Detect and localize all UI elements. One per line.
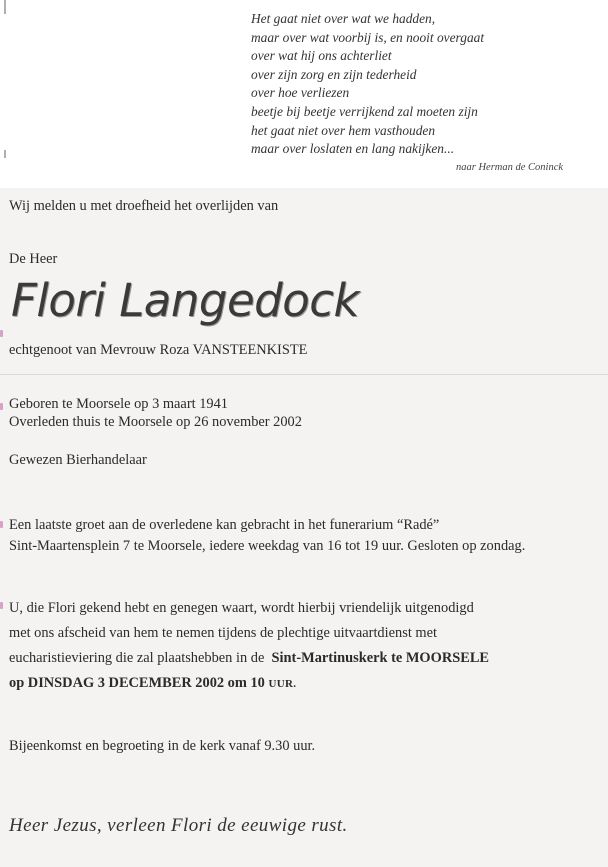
- invitation-line-2: met ons afscheid van hem te nemen tijdens de plechtige uitvaartdienst met: [9, 625, 437, 641]
- spouse-line: echtgenoot van Mevrouw Roza VANSTEENKISTE: [9, 342, 308, 358]
- poem-line: over hoe verliezen: [251, 85, 350, 101]
- profession-line: Gewezen Bierhandelaar: [9, 452, 147, 468]
- poem: [251, 10, 591, 159]
- poem-line: het gaat niet over hem vasthouden: [251, 122, 436, 138]
- edge-mark: [0, 602, 3, 609]
- funeral-date-text: op DINSDAG 3 DECEMBER 2002 om 10: [9, 675, 265, 691]
- invitation-line-3-text: eucharistieviering die zal plaatshebben in de: [9, 650, 265, 666]
- poem-line: maar over wat voorbij is, en nooit overgaat: [251, 29, 485, 45]
- edge-mark: [0, 403, 3, 410]
- visitation-line-2: Sint-Maartensplein 7 te Moorsele, iedere weekdag van 16 tot 19 uur. Gesloten op zondag.: [9, 538, 526, 554]
- gathering-line: Bijeenkomst en begroeting in de kerk vanaf 9.30 uur.: [9, 738, 316, 754]
- invitation-line-1: U, die Flori gekend hebt en genegen waart, wordt hierbij vriendelijk uitgenodigd: [9, 600, 474, 616]
- poem-line: maar over loslaten en lang nakijken...: [251, 141, 455, 157]
- poem-line: beetje bij beetje verrijkend zal moeten zijn: [251, 103, 478, 119]
- fold-line: [0, 374, 608, 375]
- edge-mark: [4, 0, 6, 14]
- funeral-date: [9, 675, 296, 692]
- announcement: Wij melden u met droefheid het overlijden van: [9, 198, 279, 214]
- poem-source: naar Herman de Coninck: [456, 162, 564, 173]
- deceased-name: Flori Langedock: [11, 274, 360, 327]
- death-line: Overleden thuis te Moorsele op 26 november 2002: [9, 414, 302, 430]
- closing-prayer: Heer Jezus, verleen Flori de eeuwige rust.: [9, 815, 348, 836]
- birth-line: Geboren te Moorsele op 3 maart 1941: [9, 396, 228, 412]
- poem-line: over zijn zorg en zijn tederheid: [251, 66, 417, 82]
- honorific: De Heer: [9, 251, 58, 267]
- edge-mark: [0, 330, 3, 337]
- edge-mark: [4, 150, 6, 158]
- invitation-line-3: [9, 650, 489, 667]
- visitation-line-1: Een laatste groet aan de overledene kan gebracht in het funerarium “Radé”: [9, 517, 440, 533]
- funeral-time-unit: UUR.: [268, 678, 297, 690]
- church-name: Sint-Martinuskerk te MOORSELE: [271, 650, 490, 666]
- poem-line: over wat hij ons achterliet: [251, 48, 392, 64]
- poem-line: Het gaat niet over wat we hadden,: [251, 11, 436, 26]
- edge-mark: [0, 521, 3, 528]
